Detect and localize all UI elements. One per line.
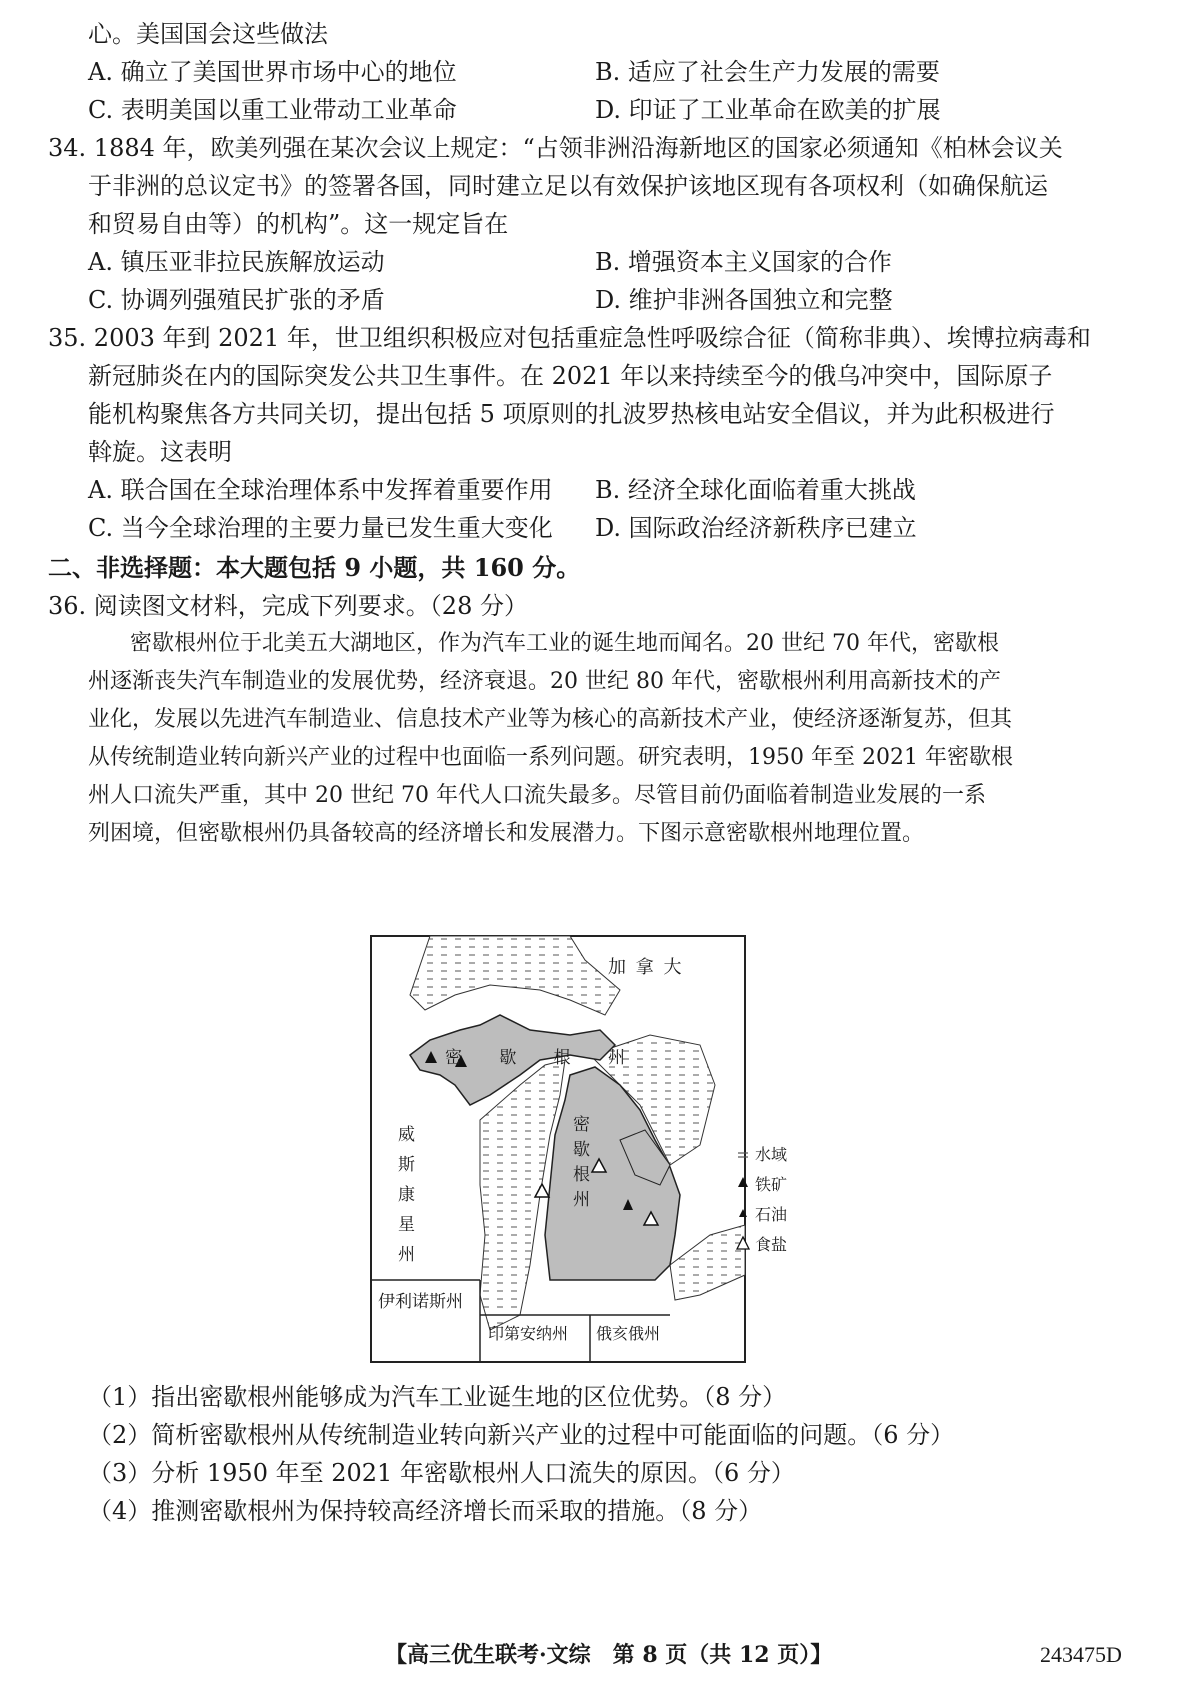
q34-line-1: 34. 1884 年，欧美列强在某次会议上规定：“占领非洲沿海新地区的国家必须通知《柏林会议关 bbox=[48, 134, 1063, 162]
q35-line-3: 能机构聚焦各方共同关切，提出包括 5 项原则的扎波罗热核电站安全倡议，并为此积极进行 bbox=[88, 400, 1055, 428]
legend-iron: 铁矿 bbox=[755, 1175, 788, 1194]
q36-title: 36. 阅读图文材料，完成下列要求。（28 分） bbox=[48, 592, 528, 620]
map-legend bbox=[755, 1140, 787, 1260]
legend-salt: 食盐 bbox=[755, 1235, 788, 1254]
map-label-wisconsin: 威 斯 康 星 州 bbox=[398, 1125, 415, 1265]
q35-option-d: D. 国际政治经济新秩序已建立 bbox=[595, 514, 917, 542]
q33-option-b: B. 适应了社会生产力发展的需要 bbox=[595, 58, 940, 86]
q36-subquestion-4: （4）推测密歇根州为保持较高经济增长而采取的措施。（8 分） bbox=[88, 1497, 763, 1525]
q36-para-line-6: 列困境，但密歇根州仍具备较高的经济增长和发展潜力。下图示意密歇根州地理位置。 bbox=[88, 821, 925, 846]
michigan-map bbox=[370, 935, 845, 1363]
q35-line-2: 新冠肺炎在内的国际突发公共卫生事件。在 2021 年以来持续至今的俄乌冲突中，国际原子 bbox=[88, 362, 1053, 390]
q36-para-line-2: 州逐渐丧失汽车制造业的发展优势，经济衰退。20 世纪 80 年代，密歇根州利用高新技术的产 bbox=[88, 669, 1001, 694]
q34-line-2: 于非洲的总议定书》的签署各国，同时建立足以有效保护该地区现有各项权利（如确保航运 bbox=[88, 172, 1048, 200]
q34-option-d: D. 维护非洲各国独立和完整 bbox=[595, 286, 893, 314]
q33-option-d: D. 印证了工业革命在欧美的扩展 bbox=[595, 96, 941, 124]
q34-option-a: A. 镇压亚非拉民族解放运动 bbox=[88, 248, 385, 276]
q36-para-line-1: 密歇根州位于北美五大湖地区，作为汽车工业的诞生地而闻名。20 世纪 70 年代，密歇根 bbox=[130, 631, 999, 656]
q33-stem-end: 心。美国国会这些做法 bbox=[88, 20, 328, 48]
q35-option-c: C. 当今全球治理的主要力量已发生重大变化 bbox=[88, 514, 553, 542]
q33-option-a: A. 确立了美国世界市场中心的地位 bbox=[88, 58, 457, 86]
legend-water: 水域 bbox=[755, 1145, 788, 1164]
q35-line-1: 35. 2003 年到 2021 年，世卫组织积极应对包括重症急性呼吸综合征（简称非典）、埃博拉病毒和 bbox=[48, 324, 1091, 352]
q34-line-3: 和贸易自由等）的机构”。这一规定旨在 bbox=[88, 210, 509, 238]
q36-subquestion-2: （2）简析密歇根州从传统制造业转向新兴产业的过程中可能面临的问题。（6 分） bbox=[88, 1421, 955, 1449]
q35-line-4: 斡旋。这表明 bbox=[88, 438, 232, 466]
map-label-michigan-upper: 密 歇 根 州 bbox=[445, 1048, 625, 1068]
q36-para-line-4: 从传统制造业转向新兴产业的过程中也面临一系列问题。研究表明，1950 年至 2021 年密歇根 bbox=[88, 745, 1013, 770]
map-label-illinois: 伊利诺斯州 bbox=[378, 1292, 463, 1312]
map-label-ohio: 俄亥俄州 bbox=[596, 1324, 661, 1343]
q36-para-line-3: 业化，发展以先进汽车制造业、信息技术产业等为核心的高新技术产业，使经济逐渐复苏，但其 bbox=[88, 707, 1013, 732]
map-label-indiana: 印第安纳州 bbox=[488, 1324, 569, 1343]
q36-para-line-5: 州人口流失严重，其中 20 世纪 70 年代人口流失最多。尽管目前仍面临着制造业发展的一系 bbox=[88, 783, 986, 808]
q34-option-c: C. 协调列强殖民扩张的矛盾 bbox=[88, 286, 385, 314]
q36-subquestion-3: （3）分析 1950 年至 2021 年密歇根州人口流失的原因。（6 分） bbox=[88, 1459, 795, 1487]
exam-code: 243475D bbox=[1040, 1642, 1122, 1667]
q35-option-b: B. 经济全球化面临着重大挑战 bbox=[595, 476, 916, 504]
section-2-heading: 二、非选择题：本大题包括 9 小题，共 160 分。 bbox=[48, 553, 581, 582]
q33-option-c: C. 表明美国以重工业带动工业革命 bbox=[88, 96, 457, 124]
map-label-canada: 加 拿 大 bbox=[608, 957, 684, 978]
q34-option-b: B. 增强资本主义国家的合作 bbox=[595, 248, 892, 276]
legend-oil: 石油 bbox=[755, 1205, 788, 1224]
map-label-michigan-lower: 密 歇 根 州 bbox=[573, 1115, 590, 1210]
q35-option-a: A. 联合国在全球治理体系中发挥着重要作用 bbox=[88, 476, 553, 504]
q36-subquestion-1: （1）指出密歇根州能够成为汽车工业诞生地的区位优势。（8 分） bbox=[88, 1383, 787, 1411]
page-footer: 【高三优生联考·文综 第 8 页（共 12 页）】 bbox=[385, 1642, 833, 1668]
